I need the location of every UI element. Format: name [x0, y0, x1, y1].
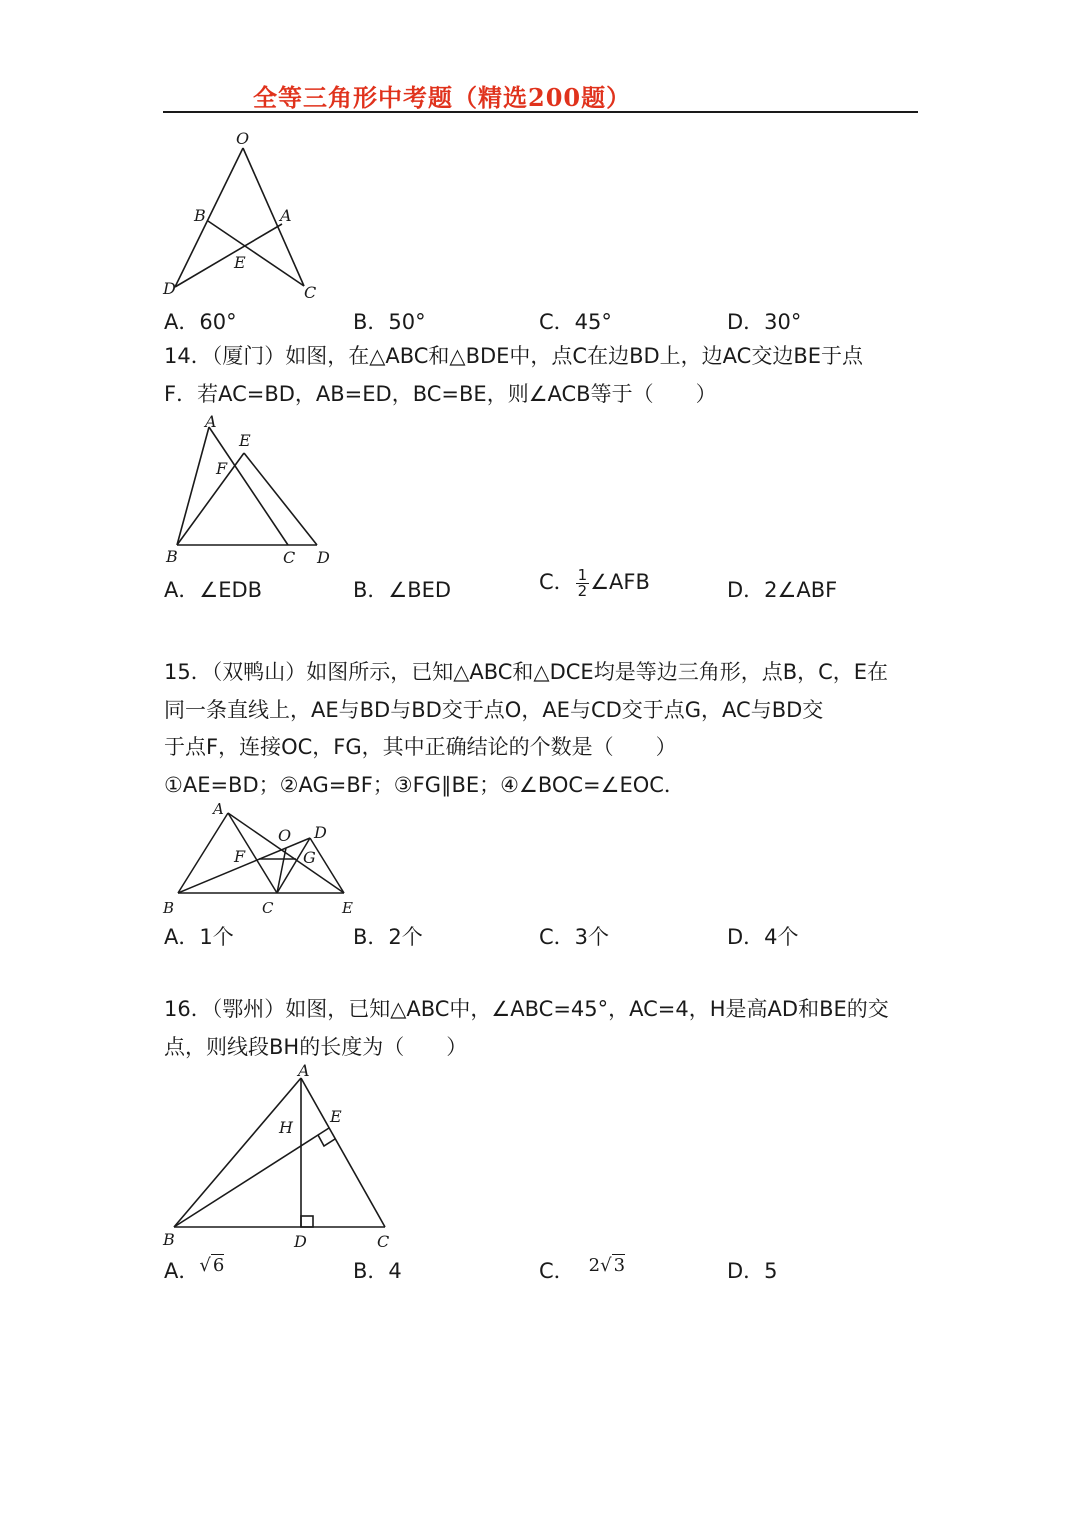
q13-label-D: D — [163, 279, 176, 298]
q15-figure — [158, 800, 368, 920]
q15-text-line1: 15．（双鸭山）如图所示，已知△ABC和△DCE均是等边三角形，点B，C，E在 — [164, 660, 889, 684]
q14-option-c-denominator: 2 — [577, 581, 588, 600]
q13-label-E: E — [234, 253, 246, 272]
q13-option-b: B．50° — [353, 310, 426, 334]
q16-line-BE — [174, 1128, 329, 1227]
q16-label-H: H — [279, 1118, 293, 1137]
q15-text-line4: ①AE=BD；②AG=BF；③FG∥BE；④∠BOC=∠EOC． — [164, 773, 685, 797]
q16-option-c — [539, 1255, 625, 1285]
q14-label-C: C — [283, 548, 296, 567]
q16-option-a-sqrt: √ 6 — [199, 1255, 225, 1276]
q13-option-a: A．60° — [164, 310, 237, 334]
q16-option-a-prefix: A． — [164, 1259, 200, 1283]
q14-line-BA — [177, 427, 209, 545]
q14-label-E: E — [239, 431, 251, 450]
q16-option-d: D．5 — [727, 1259, 778, 1283]
q14-label-A: A — [205, 412, 217, 431]
q16-line-AC — [301, 1078, 385, 1227]
q15-line-BA — [178, 813, 228, 893]
q14-text-line2: F．若AC=BD，AB=ED，BC=BE，则∠ACB等于（ ） — [164, 382, 717, 406]
q15-label-D: D — [314, 823, 327, 842]
q13-option-d: D．30° — [727, 310, 802, 334]
q16-option-c-radicand: 3 — [613, 1255, 626, 1276]
q16-label-A: A — [298, 1062, 310, 1080]
q15-label-G: G — [303, 848, 316, 867]
q14-label-D: D — [317, 548, 330, 567]
q15-label-O: O — [278, 826, 292, 845]
q14-label-B: B — [166, 547, 178, 566]
q14-option-b: B．∠BED — [353, 578, 452, 602]
q15-label-B: B — [163, 899, 175, 917]
q16-right-angle-D — [301, 1216, 313, 1227]
q14-line-ED — [244, 453, 317, 545]
q16-figure — [158, 1062, 398, 1257]
q15-option-b: B．2个 — [353, 925, 423, 949]
q16-label-D: D — [294, 1232, 307, 1251]
header-rule — [163, 111, 918, 113]
q14-option-c-fraction — [576, 565, 590, 600]
q13-figure — [158, 125, 328, 305]
page-title: 全等三角形中考题（精选200题） — [253, 83, 632, 112]
q16-option-a-radicand: 6 — [212, 1255, 225, 1276]
q15-option-d: D．4个 — [727, 925, 799, 949]
q16-label-B: B — [163, 1230, 175, 1249]
q16-text-line1: 16．（鄂州）如图，已知△ABC中，∠ABC=45°，AC=4，H是高AD和BE的交 — [164, 997, 889, 1021]
q14-option-d: D．2∠ABF — [727, 578, 838, 602]
q14-option-c-numerator: 1 — [577, 565, 588, 584]
q16-right-angle-E — [318, 1135, 335, 1146]
q15-label-F: F — [234, 847, 246, 866]
q14-text-line1: 14．（厦门）如图，在△ABC和△BDE中，点C在边BD上，边AC交边BE于点 — [164, 344, 864, 368]
q14-option-c — [539, 566, 650, 599]
q15-option-a: A．1个 — [164, 925, 234, 949]
q14-option-c-prefix: C． — [539, 570, 575, 594]
q15-label-A: A — [213, 800, 224, 818]
q16-label-C: C — [377, 1232, 390, 1251]
q13-label-B: B — [194, 206, 206, 225]
q13-label-A: A — [280, 206, 292, 225]
q16-option-c-prefix: C． — [539, 1259, 575, 1283]
q16-option-c-coefficient: 2 — [588, 1255, 601, 1276]
q16-option-b: B．4 — [353, 1259, 402, 1283]
q14-option-c-suffix: ∠AFB — [590, 570, 650, 594]
q14-figure — [160, 410, 340, 570]
q13-label-O: O — [236, 129, 250, 148]
q14-option-a: A．∠EDB — [164, 578, 263, 602]
q16-option-c-expression: 2√ 3 — [588, 1255, 626, 1276]
q16-option-a — [164, 1255, 224, 1285]
q14-label-F: F — [216, 459, 228, 478]
q15-text-line2: 同一条直线上，AE与BD与BD交于点O，AE与CD交于点G，AC与BD交 — [164, 698, 824, 722]
q15-option-c: C．3个 — [539, 925, 610, 949]
q13-option-c: C．45° — [539, 310, 612, 334]
q15-text-line3: 于点F，连接OC，FG，其中正确结论的个数是（ ） — [164, 735, 677, 759]
q15-label-E: E — [342, 899, 353, 917]
q14-line-BE — [177, 453, 244, 545]
q13-label-C: C — [304, 283, 317, 302]
q16-text-line2: 点，则线段BH的长度为（ ） — [164, 1035, 468, 1059]
q16-label-E: E — [330, 1107, 342, 1126]
q15-label-C: C — [262, 899, 274, 917]
q16-line-BA — [174, 1078, 301, 1227]
